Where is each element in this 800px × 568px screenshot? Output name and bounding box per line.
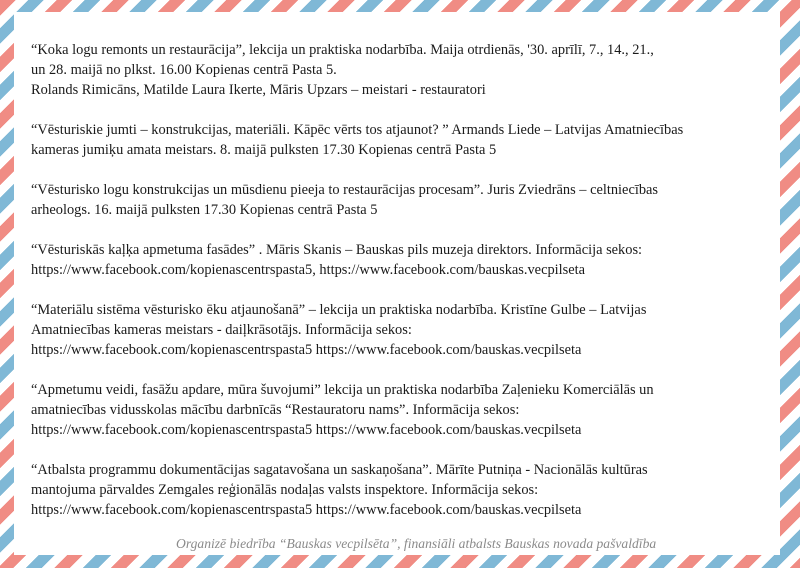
event-text-line: Amatniecības kameras meistars - daiļkrāsotājs. Informācija sekos: [31,322,412,338]
event-text-line: “Materiālu sistēma vēsturisko ēku atjaunošanā” – lekcija un praktiska nodarbība. Kristīne Gulbe – Latvijas [31,302,647,318]
event-text-line: Rolands Rimicāns, Matilde Laura Ikerte, Māris Upzars – meistari - restauratori [31,82,486,98]
event-text-line: “Vēsturisko logu konstrukcijas un mūsdienu pieeja to restaurācijas procesam”. Juris Zviedrāns – celtniecības [31,182,659,198]
event-text-line: un 28. maijā no plkst. 16.00 Kopienas centrā Pasta 5. [31,62,337,78]
event-text-line: mantojuma pārvaldes Zemgales reģionālās nodaļas valsts inspektore. Informācija sekos: [31,482,539,498]
event-item [31,380,771,440]
event-text-line: https://www.facebook.com/kopienascentrspasta5, https://www.facebook.com/bauskas.vecpilseta [31,262,586,278]
event-item [31,240,771,280]
event-list [31,40,771,520]
event-text-line: “Atbalsta programmu dokumentācijas sagatavošana un saskaņošana”. Mārīte Putniņa - Nacionālās kultūras [31,462,648,478]
event-text-line: amatniecības vidusskolas mācību darbnīcās “Restauratoru nams”. Informācija sekos: [31,402,520,418]
event-item [31,180,771,220]
airmail-card [14,12,780,555]
event-text-line: https://www.facebook.com/kopienascentrspasta5 https://www.facebook.com/bauskas.vecpilseta [31,502,582,518]
event-item [31,300,771,360]
event-item [31,120,771,160]
event-text-line: “Vēsturiskie jumti – konstrukcijas, materiāli. Kāpēc vērts tos atjaunot? ” Armands Liede – Latvijas Amatniecības [31,122,684,138]
event-text-line: “Apmetumu veidi, fasāžu apdare, mūra šuvojumi” lekcija un praktiska nodarbība Zaļenieku Komerciālās un [31,382,654,398]
event-text-line: arheologs. 16. maijā pulksten 17.30 Kopienas centrā Pasta 5 [31,202,378,218]
event-text-line: https://www.facebook.com/kopienascentrspasta5 https://www.facebook.com/bauskas.vecpilseta [31,342,582,358]
event-text-line: “Koka logu remonts un restaurācija”, lekcija un praktiska nodarbība. Maija otrdienās, '30. aprīlī, 7., 14., 21., [31,42,654,58]
event-text-line: kameras jumiķu amata meistars. 8. maijā pulksten 17.30 Kopienas centrā Pasta 5 [31,142,497,158]
event-text-line: https://www.facebook.com/kopienascentrspasta5 https://www.facebook.com/bauskas.vecpilseta [31,422,582,438]
event-text-line: “Vēsturiskās kaļķa apmetuma fasādes” . Māris Skanis – Bauskas pils muzeja direktors. Informācija sekos: [31,242,643,258]
event-item [31,460,771,520]
event-item [31,40,771,100]
organizer-footer: Organizē biedrība “Bauskas vecpilsēta”, finansiāli atbalsts Bauskas novada pašvaldība [176,536,657,551]
